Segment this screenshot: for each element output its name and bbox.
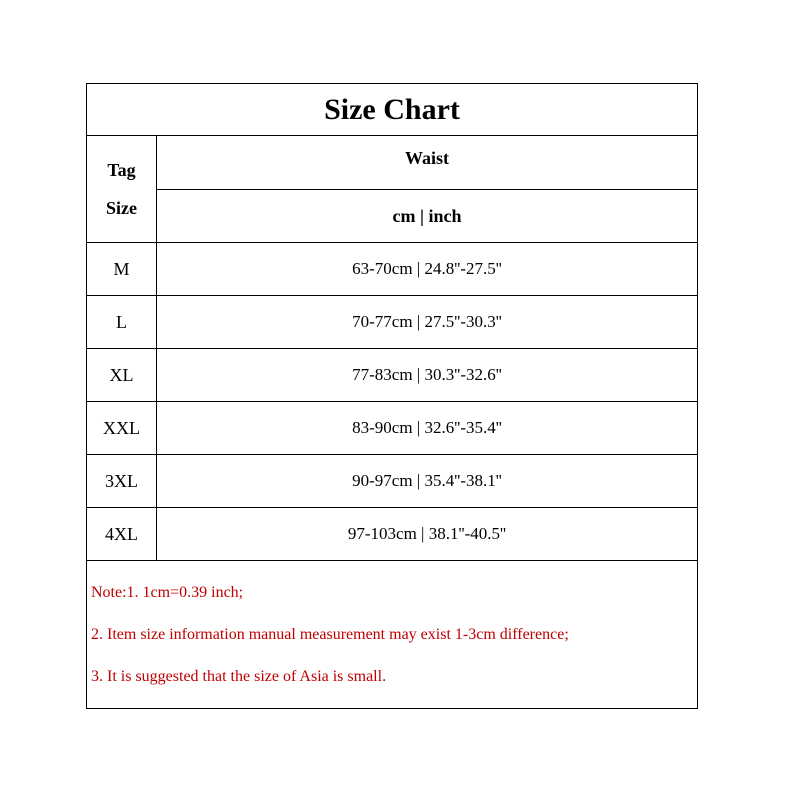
waist-cell: 77-83cm | 30.3''-32.6'' [352, 365, 502, 384]
table-row [87, 508, 697, 561]
table-row [87, 243, 697, 296]
notes-section [91, 575, 697, 701]
size-cell: XXL [87, 402, 157, 454]
units-header: cm | inch [157, 190, 697, 243]
note-1: Note:1. 1cm=0.39 inch; [91, 584, 244, 601]
size-cell: M [87, 243, 157, 295]
waist-cell: 90-97cm | 35.4''-38.1'' [352, 471, 502, 490]
table-row [87, 349, 697, 402]
table-row [87, 296, 697, 349]
size-chart-table [86, 83, 698, 709]
chart-title: Size Chart [87, 84, 697, 136]
size-cell: 3XL [87, 455, 157, 507]
waist-cell: 70-77cm | 27.5''-30.3'' [352, 312, 502, 331]
waist-cell: 83-90cm | 32.6''-35.4'' [352, 418, 502, 437]
waist-header: Waist [157, 136, 697, 190]
size-cell: 4XL [87, 508, 157, 560]
waist-cell: 97-103cm | 38.1''-40.5'' [347, 524, 507, 543]
size-cell: XL [87, 349, 157, 401]
tag-header-line1: Tag [107, 160, 136, 180]
note-2: 2. Item size information manual measurement may exist 1-3cm difference; [91, 626, 569, 643]
tag-header-line2: Size [106, 198, 137, 218]
table-row [87, 402, 697, 455]
note-3: 3. It is suggested that the size of Asia is small. [91, 668, 387, 685]
size-rows [87, 243, 697, 561]
table-row [87, 455, 697, 508]
tag-size-header [87, 136, 157, 243]
size-cell: L [87, 296, 157, 348]
waist-cell: 63-70cm | 24.8''-27.5'' [352, 259, 502, 278]
